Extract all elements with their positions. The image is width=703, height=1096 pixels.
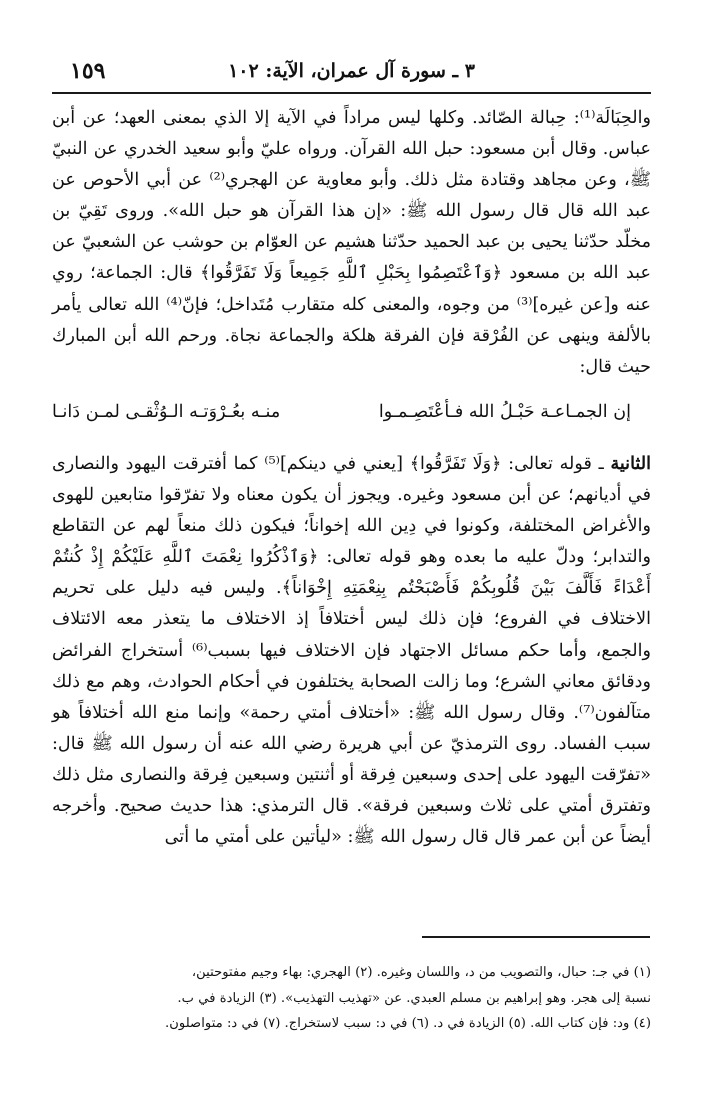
paragraph-text	[52, 448, 651, 853]
paragraph-text: والحِبَالَة⁽¹⁾: حِبالة الصّائد. وكلها ليس مراداً في الآية إلا الذي بمعنى العهد؛ عن أبن عباس. وقال أبن مسعود: حبل الله القرآن. ورواه عليّ وأبو سعيد الخدري عن النبيّ ﷺ، وعن مجاهد وقتادة مثل ذلك. وأبو معاوية عن الهجري⁽²⁾ عن أبي الأحوص عن عبد الله قال قال رسول الله ﷺ: «إن هذا القرآن هو حبل الله». وروى تَقِيّ بن مخلّد حدّثنا يحيى بن عبد الحميد حدّثنا هشيم عن العوّام بن حوشب عن الشعبيّ عن عبد الله بن مسعود ﴿وَٱعْتَصِمُوا بِحَبْلِ ٱللَّهِ جَمِيعاً وَلَا تَفَرَّقُوا﴾ قال: الجماعة؛ روي عنه و[عن غيره]⁽³⁾ من وجوه، والمعنى كله متقارب مُتَداخل؛ فإنّ⁽⁴⁾ الله تعالى يأمر بالألفة وينهى عن الفُرْقة فإن الفرقة هلكة والجماعة نجاة. ورحم الله أبن المبارك حيث قال:	[52, 108, 651, 377]
footnote-line: (٤) ود: فإن كتاب الله. (٥) الزيادة في د. (٦) في د: سبب لاستخراج. (٧) في د: متواصلون.	[165, 1016, 651, 1031]
poetry-verse	[52, 400, 651, 436]
paragraph-body: ـ قوله تعالى: ﴿وَلَا تَفَرَّقُوا﴾ [يعني في دينكم]⁽⁵⁾ كما أفترقت اليهود والنصارى في أديانهم؛ عن أبن مسعود وغيره. ويجوز أن يكون معناه ولا تفرّقوا متابعين للهوى والأغراض المختلفة، وكونوا في دِين الله إخواناً؛ فيكون ذلك منعاً لهم عن التقاطع والتدابر؛ ودلّ عليه ما بعده وهو قوله تعالى: ﴿وَٱذْكُرُوا نِعْمَتَ ٱللَّهِ عَلَيْكُمْ إِذْ كُنتُمْ أَعْدَاءً فَأَلَّفَ بَيْنَ قُلُوبِكُمْ فَأَصْبَحْتُم بِنِعْمَتِهِ إِخْوَاناً﴾. وليس فيه دليل على تحريم الاختلاف في الفروع؛ فإن ذلك ليس أختلافاً إذ الاختلاف ما يتعذر معه الائتلاف والجمع، وأما حكم مسائل الاجتهاد فإن الاختلاف فيها بسبب⁽⁶⁾ أستخراج الفرائض ودقائق معاني الشرع؛ وما زالت الصحابة يختلفون في أحكام الحوادث، وهم مع ذلك متآلفون⁽⁷⁾. وقال رسول الله ﷺ: «أختلاف أمتي رحمة» وإنما منع الله أختلافاً هو سبب الفساد. روى الترمذيّ عن أبي هريرة رضي الله عنه أن رسول الله ﷺ قال: «تفرّقت اليهود على إحدى وسبعين فِرقة أو أثنتين وسبعين فِرقة والنصارى مثل ذلك وتفترق أمتي على ثلاث وسبعين فرقة». قال الترمذي: هذا حديث صحيح. وأخرجه أيضاً عن أبن عمر قال قال رسول الله ﷺ: «ليأتين على أمتي ما أتى	[52, 454, 651, 848]
paragraph-second-issue	[52, 448, 651, 853]
footnote-line: (١) في جـ: حبال، والتصويب من د، واللسان وغيره. (٢) الهجري: بهاء وجيم مفتوحتين،	[191, 965, 651, 980]
paragraph-hibal	[52, 103, 651, 383]
verse-second-hemistich: منـه بعُـرْوَتـه الـوُثْقـى لمـن دَانـا	[52, 402, 281, 422]
page-number: ١٥٩	[70, 58, 106, 84]
verse-first-hemistich: إن الجمـاعـة حَبْـلُ الله فـأعْتَصِـمـوا	[378, 402, 631, 422]
footnote-divider	[422, 936, 650, 938]
footnote-line: نسبة إلى هجر. وهو إبراهيم بن مسلم العبدي. عن «تهذيب التهذيب». (٣) الزيادة في ب.	[177, 990, 651, 1006]
page-header	[52, 58, 651, 94]
running-title: ٣ ـ سورة آل عمران، الآية: ١٠٢	[228, 60, 475, 82]
footnotes	[56, 960, 651, 1037]
section-label: الثانية	[610, 453, 651, 474]
